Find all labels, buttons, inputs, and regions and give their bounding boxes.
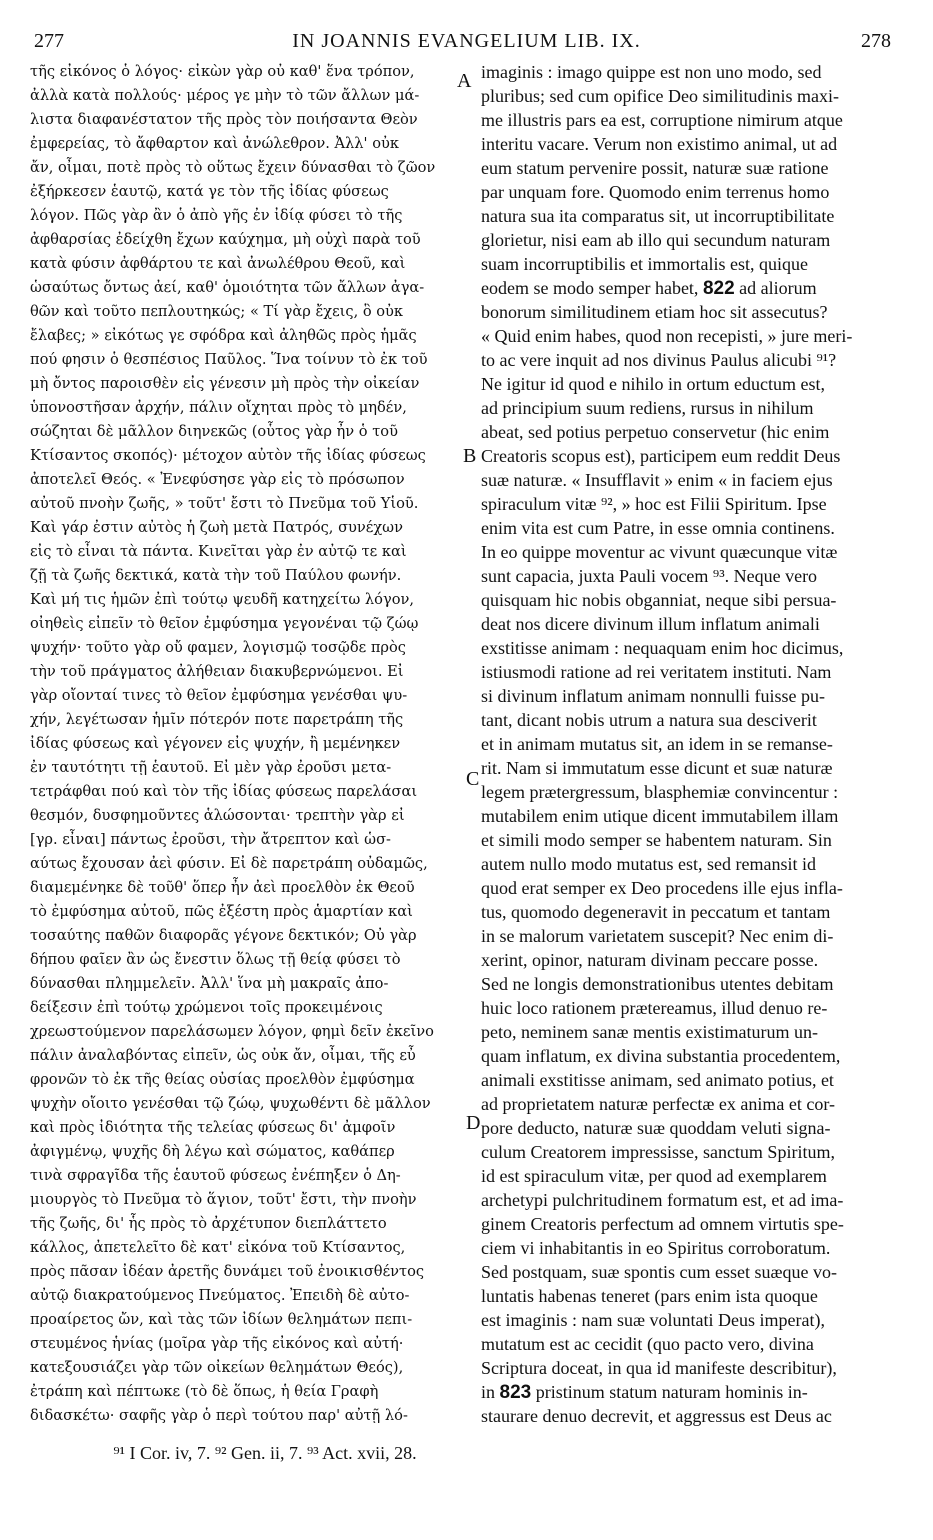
- greek-line: διαμεμένηκε δὲ τοῦθ' ὅπερ ἦν ἀεὶ προελθὸν ἐκ Θεοῦ: [30, 879, 415, 896]
- latin-line: tus, quomodo degeneravit in peccatum et tantam: [481, 902, 831, 922]
- latin-line: mutatum est ac cecidit (quo pacto vero, divina: [481, 1334, 814, 1354]
- latin-line: pore deducto, naturæ suæ quoddam veluti signa-: [481, 1118, 831, 1138]
- greek-line: πρὸς πᾶσαν ἰδέαν ἀρετῆς δυνάμει τοῦ ἐνοικισθέντος: [30, 1263, 425, 1280]
- greek-line: δείξεσιν ἐπὶ τούτῳ χρώμενοι τοῖς προκειμένοις: [30, 999, 383, 1016]
- latin-line: rit. Nam si immutatum esse dicunt et suæ naturæ: [481, 758, 833, 778]
- latin-line: to ac vere inquit ad nos divinus Paulus alicubi ⁹¹?: [481, 350, 837, 370]
- greek-line: ἔλαβες; » εἰκότως γε σφόδρα καὶ ἀληθῶς πρὸς ἡμᾶς: [30, 327, 417, 344]
- greek-line: κατεξουσιάζει γὰρ τῶν οἰκείων θελημάτων Θεός),: [30, 1359, 404, 1376]
- greek-line: ὡσαύτως ὄντως ἀεί, καθ' ὁμοιότητα τῶν ἄλλων ἀγα-: [30, 279, 425, 296]
- greek-line: ἄν, οἶμαι, ποτὲ πρὸς τὸ οὕτως ἔχειν δύνασθαι τὸ ζῶον: [30, 159, 436, 176]
- greek-line: σώζηται δὲ μᾶλλον διηνεκῶς (οὗτος γὰρ ἦν ὁ τοῦ: [30, 423, 398, 440]
- latin-line: staurare denuo decrevit, et aggressus est Deus ac: [481, 1406, 832, 1426]
- page-header: [30, 30, 903, 58]
- latin-line: « Quid enim habes, quod non recepisti, » jure meri-: [481, 326, 853, 346]
- greek-line: κάλλος, ἀπετελεῖτο δὲ κατ' εἰκόνα τοῦ Κτίσαντος,: [30, 1239, 406, 1256]
- latin-line: suæ naturæ. « Insufflavit » enim « in faciem ejus: [481, 470, 833, 490]
- latin-line: ad principium suum rediens, rursus in nihilum: [481, 398, 814, 418]
- latin-line: si divinum inflatum animam nonnulli fuisse pu-: [481, 686, 825, 706]
- latin-line: natura sua ita comparatus sit, ut incorruptibilitate: [481, 206, 835, 226]
- latin-line: culum Creatorem impressisse, sanctum Spiritum,: [481, 1142, 835, 1162]
- greek-line: ἰδίας φύσεως καὶ γέγονεν εἰς ψυχήν, ἢ μεμένηκεν: [30, 735, 401, 752]
- section-marker-c: C: [466, 768, 480, 790]
- latin-line: Sed postquam, suæ spontis cum esset suæque vo-: [481, 1262, 837, 1282]
- greek-line: μὴ ὄντος παροισθὲν εἰς γένεσιν μὴ πρὸς τὴν οἰκείαν: [30, 375, 420, 392]
- latin-line: est imaginis : nam suæ voluntati Deus imperat),: [481, 1310, 825, 1330]
- latin-column: [481, 60, 901, 1428]
- latin-line: Sed ne longis demonstrationibus utentes debitam: [481, 974, 834, 994]
- greek-line: αὐτῷ διακρατούμενος Πνεύματος. Ἐπειδὴ δὲ αὐτο-: [30, 1287, 410, 1304]
- latin-line: ciem vi inhabitantis in eo Spiritus corroboratum.: [481, 1238, 831, 1258]
- latin-line: autem nullo modo mutatus est, sed remansit id: [481, 854, 816, 874]
- footnotes: ⁹¹ I Cor. iv, 7. ⁹² Gen. ii, 7. ⁹³ Act. xvii, 28.: [113, 1443, 417, 1463]
- greek-column: [30, 60, 467, 1428]
- greek-line: δήπου φαῖεν ἂν ὡς ἔνεστιν ὅλως τῇ θείᾳ φύσει τὸ: [30, 951, 401, 968]
- latin-line: sunt capacia, juxta Pauli vocem ⁹³. Neque vero: [481, 566, 818, 586]
- greek-line: αὐτοῦ πνοὴν ζωῆς, » τοῦτ' ἔστι τὸ Πνεῦμα τοῦ Υἱοῦ.: [30, 495, 419, 512]
- latin-line: tant, dicant nobis utrum a natura sua desciverit: [481, 710, 817, 730]
- greek-line: ὑπονοστῆσαν ἀρχήν, πάλιν οἴχηται πρὸς τὸ μηδέν,: [30, 399, 407, 416]
- column-number: 822: [702, 278, 735, 299]
- latin-line: imaginis : imago quippe est non uno modo, sed: [481, 62, 822, 82]
- latin-line: suam incorruptibilis et immortalis est, quique: [481, 254, 808, 274]
- latin-line: In eo quippe moventur ac vivunt quæcunque vitæ: [481, 542, 838, 562]
- latin-line: me illustris pars ea est, corruptione nimirum atque: [481, 110, 843, 130]
- greek-line: Καὶ μή τις ἡμῶν ἐπὶ τούτῳ ψευδῆ κατηχείτω λόγον,: [30, 591, 414, 608]
- running-title: IN JOANNIS EVANGELIUM LIB. IX.: [292, 30, 641, 52]
- latin-line: et in animam mutatus sit, an idem in se remanse-: [481, 734, 833, 754]
- latin-line: quisquam hic nobis obganniat, neque sibi persua-: [481, 590, 837, 610]
- latin-line: [481, 1380, 901, 1404]
- greek-line: τινὰ σφραγῖδα τῆς ἑαυτοῦ φύσεως ἐνέπηξεν ὁ Δη-: [30, 1167, 401, 1184]
- line-text: eodem se modo semper habet,: [481, 278, 703, 298]
- latin-line: legem prætergressum, blasphemiæ convincentur :: [481, 782, 839, 802]
- greek-line: μιουργὸς τὸ Πνεῦμα τὸ ἅγιον, τοῦτ' ἔστι, τὴν πνοὴν: [30, 1191, 417, 1208]
- greek-line: λιστα διαφανέστατον τῆς πρὸς τὸν ποιήσαντα Θεὸν: [30, 111, 418, 128]
- greek-line: χήν, λεγέτωσαν ἡμῖν πότερόν ποτε παρετράπη τῆς: [30, 711, 404, 728]
- greek-line: Καὶ γάρ ἐστιν αὐτὸς ἡ ζωὴ μετὰ Πατρός, συνέχων: [30, 519, 403, 536]
- latin-line: Scriptura doceat, in qua id manifeste describitur),: [481, 1358, 837, 1378]
- greek-line: ψυχὴν οἴοιτο γενέσθαι τῷ ζώῳ, ψυχωθέντι δὲ μᾶλλον: [30, 1095, 431, 1112]
- latin-line: interitu vacare. Verum non existimo animal, ut ad: [481, 134, 838, 154]
- line-text: in: [481, 1382, 500, 1402]
- greek-line: οἰηθεὶς εἰπεῖν τὸ θεῖον ἐμφύσημα γεγονέναι τῷ ζώῳ: [30, 615, 419, 632]
- column-number: 823: [499, 1382, 532, 1403]
- greek-line: δύνασθαι πλημμελεῖν. Ἀλλ' ἵνα μὴ μακραῖς ἀπο-: [30, 975, 389, 992]
- latin-line: mutabilem enim utique dicent immutabilem illam: [481, 806, 839, 826]
- latin-line: luntatis habenas teneret (pars enim ista quoque: [481, 1286, 818, 1306]
- latin-line: id est spiraculum vitæ, per quod ad exemplarem: [481, 1166, 827, 1186]
- latin-line: Ne igitur id quod e nihilo in ortum eductum est,: [481, 374, 825, 394]
- latin-line: [481, 276, 901, 300]
- latin-line: exstitisse animam : nequaquam enim hoc dicimus,: [481, 638, 844, 658]
- latin-line: glorietur, nisi eam ab illo qui secundum naturam: [481, 230, 831, 250]
- greek-line: ἀλλὰ κατὰ πολλούς· μέρος γε μὴν τὸ τῶν ἄλλων μά-: [30, 87, 420, 104]
- greek-line: τετράφθαι πού καὶ τὸν τῆς ἰδίας φύσεως παρελάσαι: [30, 783, 418, 800]
- greek-line: στευμένος ἡνίας (μοῖρα γὰρ τῆς εἰκόνος καὶ αὐτή·: [30, 1335, 404, 1352]
- latin-line: istiusmodi ratione ad rei veritatem instituti. Nam: [481, 662, 832, 682]
- greek-line: προαίρετος ὤν, καὶ τὰς τῶν ἰδίων θελημάτων πεπι-: [30, 1311, 413, 1328]
- latin-line: ad proprietatem naturæ perfectæ ex anima et cor-: [481, 1094, 835, 1114]
- latin-line: archetypi pulchritudinem formatum est, et ad ima-: [481, 1190, 844, 1210]
- greek-line: πάλιν ἀναλαβόντας εἰπεῖν, ὡς οὐκ ἄν, οἶμαι, τῆς εὖ: [30, 1047, 416, 1064]
- greek-line: αύτως ἔχουσαν ἀεὶ φύσιν. Εἰ δὲ παρετράπη οὐδαμῶς,: [30, 855, 428, 872]
- latin-line: huic loco rationem prætereamus, illud denuo re-: [481, 998, 828, 1018]
- latin-line: animali exstitisse animam, sed animato potius, et: [481, 1070, 834, 1090]
- greek-line: φρονῶν τὸ ἐκ τῆς θείας οὐσίας προελθὸν ἐμφύσημα: [30, 1071, 415, 1088]
- greek-line: ἐξήρκεσεν ἑαυτῷ, κατά γε τὸν τῆς ἰδίας φύσεως: [30, 183, 389, 200]
- line-text: ad aliorum: [734, 278, 817, 298]
- page-number-left: 277: [34, 30, 64, 52]
- section-marker-b: B: [463, 445, 477, 467]
- latin-line: bonorum similitudinem etiam hoc sit assecutus?: [481, 302, 828, 322]
- latin-line: par unquam fore. Quomodo enim terrenus homo: [481, 182, 830, 202]
- greek-line: ἐτράπη καὶ πέπτωκε (τὸ δὲ ὅπως, ἡ θεία Γραφὴ: [30, 1383, 379, 1400]
- latin-line: abeat, sed potius perpetuo conservetur (hic enim: [481, 422, 830, 442]
- greek-line: ἐμφερείας, τὸ ἄφθαρτον καὶ ἀνώλεθρον. Ἀλλ' οὐκ: [30, 135, 399, 152]
- greek-line: τῆς ζωῆς, δι' ἧς πρὸς τὸ ἀρχέτυπον διεπλάττετο: [30, 1215, 387, 1232]
- greek-line: διδασκέτω· σαφῆς γὰρ ὁ περὶ τούτου παρ' αὐτῇ λό-: [30, 1407, 408, 1424]
- greek-line: τὴν τοῦ πράγματος ἀλήθειαν διακυβερνώμενοι. Εἰ: [30, 663, 404, 680]
- greek-line: ψυχήν· τοῦτο γὰρ οὔ φαμεν, λογισμῷ τοσῷδε πρὸς: [30, 639, 406, 656]
- latin-line: enim vita est cum Patre, in esse omnia continens.: [481, 518, 835, 538]
- latin-line: xerint, opinor, naturam divinam peccare posse.: [481, 950, 819, 970]
- page-number-right: 278: [861, 30, 891, 52]
- greek-line: γὰρ οἴονταί τινες τὸ θεῖον ἐμφύσημα γενέσθαι ψυ-: [30, 687, 408, 704]
- latin-line: et simili modo semper se habentem naturam. Sin: [481, 830, 832, 850]
- latin-line: Creatoris scopus est), participem eum reddit Deus: [481, 446, 841, 466]
- greek-line: λόγον. Πῶς γὰρ ἂν ὁ ἀπὸ γῆς ἐν ἰδίᾳ φύσει τὸ τῆς: [30, 207, 403, 224]
- latin-line: peto, neminem sanæ mentis existimaturum un-: [481, 1022, 818, 1042]
- greek-line: θῶν καὶ τοῦτο πεπλουτηκώς; « Τί γὰρ ἔχεις, ὃ οὐκ: [30, 303, 404, 320]
- latin-line: deat nos dicere divinum illum inflatum animali: [481, 614, 820, 634]
- greek-line: τὸ ἐμφύσημα αὐτοῦ, πῶς ἐξέστη πρὸς ἁμαρτίαν καὶ: [30, 903, 413, 920]
- latin-line: quam inflatum, ex divina substantia procedentem,: [481, 1046, 841, 1066]
- latin-line: eum statum pervenire possit, naturæ suæ ratione: [481, 158, 829, 178]
- latin-line: ginem Creatoris perfectum ad omnem virtutis spe-: [481, 1214, 844, 1234]
- latin-line: pluribus; sed cum opifice Deo similitudinis maxi-: [481, 86, 839, 106]
- section-marker-d: D: [466, 1112, 481, 1134]
- greek-line: τοσαύτης παθῶν διαφορᾶς γέγονε δεκτικόν; Οὐ γὰρ: [30, 927, 417, 944]
- line-text: pristinum statum naturam hominis in-: [531, 1382, 808, 1402]
- greek-line: ἀφθαρσίας ἐδείχθη ἔχων καύχημα, μὴ οὐχὶ παρὰ τοῦ: [30, 231, 421, 248]
- greek-line: πού φησιν ὁ θεσπέσιος Παῦλος. Ἵνα τοίνυν τὸ ἐκ τοῦ: [30, 351, 428, 368]
- greek-line: ἀποτελεῖ Θεός. « Ἐνεφύσησε γὰρ εἰς τὸ πρόσωπον: [30, 471, 405, 488]
- greek-line: θεσμόν, δυσφημοῦντες ἁλώσονται· τρεπτὴν γὰρ εἰ: [30, 807, 405, 824]
- greek-line: [γρ. εἶναι] πάντως ἐροῦσι, τὴν ἄτρεπτον καὶ ὡσ-: [30, 831, 391, 848]
- latin-line: in se malorum varietatem suscepit? Nec enim di-: [481, 926, 834, 946]
- greek-line: ζῇ τὰ ζωῆς δεκτικά, κατὰ τὴν τοῦ Παύλου φωνήν.: [30, 567, 402, 584]
- section-marker-a: A: [457, 70, 472, 92]
- greek-line: τῆς εἰκόνος ὁ λόγος· εἰκὼν γὰρ οὐ καθ' ἕνα τρόπον,: [30, 63, 415, 80]
- latin-line: spiraculum vitæ ⁹², » hoc est Filii Spiritum. Ipse: [481, 494, 827, 514]
- greek-line: κατὰ φύσιν ἀφθάρτου τε καὶ ἀνωλέθρου Θεοῦ, καὶ: [30, 255, 406, 272]
- greek-line: καὶ πρὸς ἰδιότητα τῆς τελείας φύσεως δι' ἀμφοῖν: [30, 1119, 396, 1136]
- greek-line: Κτίσαντος σκοπός)· μέτοχον αὐτὸν τῆς ἰδίας φύσεως: [30, 447, 426, 464]
- greek-line: εἰς τὸ εἶναι τὰ πάντα. Κινεῖται γὰρ ἐν αὐτῷ τε καὶ: [30, 543, 407, 560]
- greek-line: χρεωστούμενον παρελάσωμεν λόγον, φημὶ δεῖν ἐκεῖνο: [30, 1023, 434, 1040]
- greek-line: ἀφιγμένῳ, ψυχῆς δὴ λέγω καὶ σώματος, καθάπερ: [30, 1143, 395, 1160]
- latin-line: quod erat semper ex Deo procedens ille ejus infla-: [481, 878, 843, 898]
- greek-line: ἐν ταυτότητι τῇ ἑαυτοῦ. Εἰ μὲν γὰρ ἐροῦσι μετα-: [30, 759, 392, 776]
